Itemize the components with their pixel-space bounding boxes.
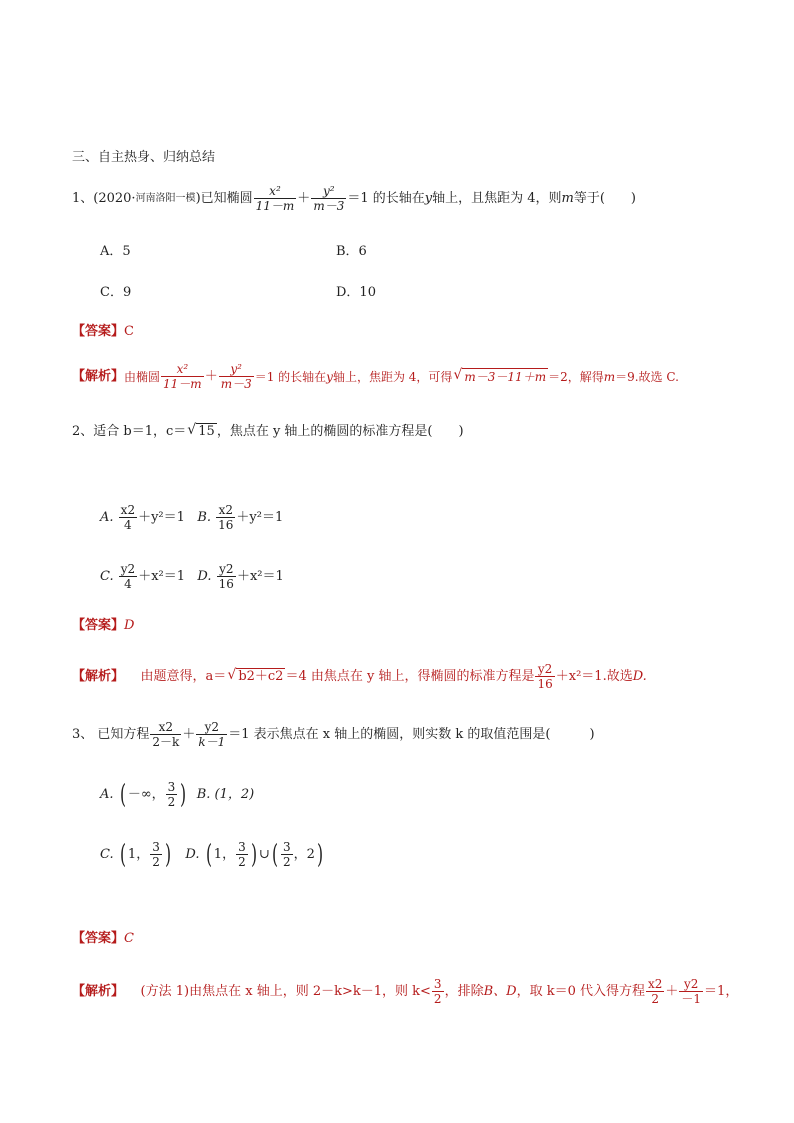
q1-fraction-2: $\frac{\text{y²}}{m-3}$ xyxy=(313,184,345,213)
q3-analysis-fraction-1: $\frac{x2}{2}$ xyxy=(647,977,663,1006)
q1-prefix: 1、(2020· xyxy=(72,190,136,206)
q3-option-b[interactable]: B. (1，2) xyxy=(196,786,255,802)
q2-answer: 【答案】D xyxy=(72,618,135,633)
q3-option-d-fraction-2: $\frac{3}{2}$ xyxy=(282,840,291,869)
q3-answer: 【答案】C xyxy=(72,931,134,946)
q3-options-cd: C. ( 1， $\frac{3}{2}$ ) D. ( 1， $\frac{3}{2}$ ) ∪ ( $\frac{3}{2}$ ，2 ) xyxy=(100,839,323,870)
q1-option-c[interactable]: C．9 xyxy=(100,285,132,300)
q2-sqrt-15: √ 15 xyxy=(196,423,217,440)
q1-source: 河南洛阳一模 xyxy=(135,192,196,204)
q3-option-a[interactable]: －∞， xyxy=(127,786,165,802)
q3-fraction-1: $\frac{x2}{2-k}$ xyxy=(152,720,180,749)
q3-analysis-fraction-k: $\frac{3}{2}$ xyxy=(433,977,442,1006)
question-2-stem: 2、适合 b＝1，c＝ √ 15 ，焦点在 y 轴上的椭圆的标准方程是( ) xyxy=(72,423,464,440)
q3-option-c[interactable]: 1， xyxy=(127,846,150,862)
section-title: 三、自主热身、归纳总结 xyxy=(72,150,216,165)
q1-answer: 【答案】C xyxy=(72,324,134,339)
q2-option-c-fraction[interactable]: $\frac{y2}{4}$ xyxy=(120,562,136,591)
q3-option-d-fraction-1: $\frac{3}{2}$ xyxy=(238,840,246,869)
q3-options-ab: A. ( －∞， $\frac{3}{2}$ ) B. (1，2) xyxy=(100,779,255,810)
q2-option-b-fraction[interactable]: $\frac{x2}{16}$ xyxy=(218,503,234,532)
q3-fraction-2: $\frac{y2}{k-1}$ xyxy=(198,720,226,749)
question-1-stem: 1、(2020· 河南洛阳一模 )已知椭圆 $\frac{\text{x²}}{11-m}$ ＋ $\frac{\text{y²}}{m-3}$ ＝1 的长轴在 y 轴上，且焦距为 4，则 m 等于( ) xyxy=(72,184,636,213)
q2-options-ab: A. $\frac{x2}{4}$ ＋y²＝1 B. $\frac{x2}{16}$ ＋y²＝1 xyxy=(100,503,284,532)
q1-fraction-1: $\frac{\text{x²}}{11-m}$ xyxy=(255,184,295,213)
q1-option-a[interactable]: A．5 xyxy=(100,244,131,259)
q2-option-a-fraction[interactable]: $\frac{x2}{4}$ xyxy=(120,503,136,532)
q3-option-d[interactable]: 1， xyxy=(213,846,236,862)
q3-analysis-fraction-2: $\frac{y2}{-1}$ xyxy=(681,977,702,1006)
q1-analysis-sqrt: √ m－3－11＋m xyxy=(462,368,548,385)
q1-analysis: 【解析】 由椭圆 $\frac{\text{x²}}{11-m}$ ＋ $\frac{\text{y²}}{m-3}$ ＝1 的长轴在 y 轴上，焦距为 4，可得 √ m－3－11＋m ＝2，解得 m ＝9.故选 C. xyxy=(72,362,679,391)
q2-options-cd: C. $\frac{y2}{4}$ ＋x²＝1 D. $\frac{y2}{16}$ ＋x²＝1 xyxy=(100,562,284,591)
q1-option-d[interactable]: D．10 xyxy=(336,285,376,300)
question-3-stem: 3、 已知方程 $\frac{x2}{2-k}$ ＋ $\frac{y2}{k-1}$ ＝1 表示焦点在 x 轴上的椭圆，则实数 k 的取值范围是( ) xyxy=(72,720,595,749)
q3-option-c-fraction: $\frac{3}{2}$ xyxy=(152,840,160,869)
q2-option-d-fraction[interactable]: $\frac{y2}{16}$ xyxy=(218,562,234,591)
q1-analysis-fraction-2: $\frac{\text{y²}}{m-3}$ xyxy=(220,362,252,391)
q1-analysis-fraction-1: $\frac{\text{x²}}{11-m}$ xyxy=(163,362,202,391)
q1-option-b[interactable]: B．6 xyxy=(336,244,367,259)
q3-option-a-fraction: $\frac{3}{2}$ xyxy=(167,780,176,809)
q1-text-a: )已知椭圆 xyxy=(195,190,253,206)
q3-analysis: 【解析】 (方法 1)由焦点在 x 轴上，则 2－k>k－1，则 k< $\frac{3}{2}$ ，排除 B、D ，取 k＝0 代入得方程 $\frac{x2}{2}$ ＋ $\frac{y2}{-1}$ ＝1， xyxy=(72,977,739,1006)
q2-analysis-sqrt: √ b2＋c2 xyxy=(236,668,285,685)
q2-analysis: 【解析】 由题意得，a＝ √ b2＋c2 ＝4 由焦点在 y 轴上，得椭圆的标准方程是 $\frac{y2}{16}$ ＋x²＝1.故选 D. xyxy=(72,662,647,691)
q2-analysis-fraction: $\frac{y2}{16}$ xyxy=(537,662,553,691)
